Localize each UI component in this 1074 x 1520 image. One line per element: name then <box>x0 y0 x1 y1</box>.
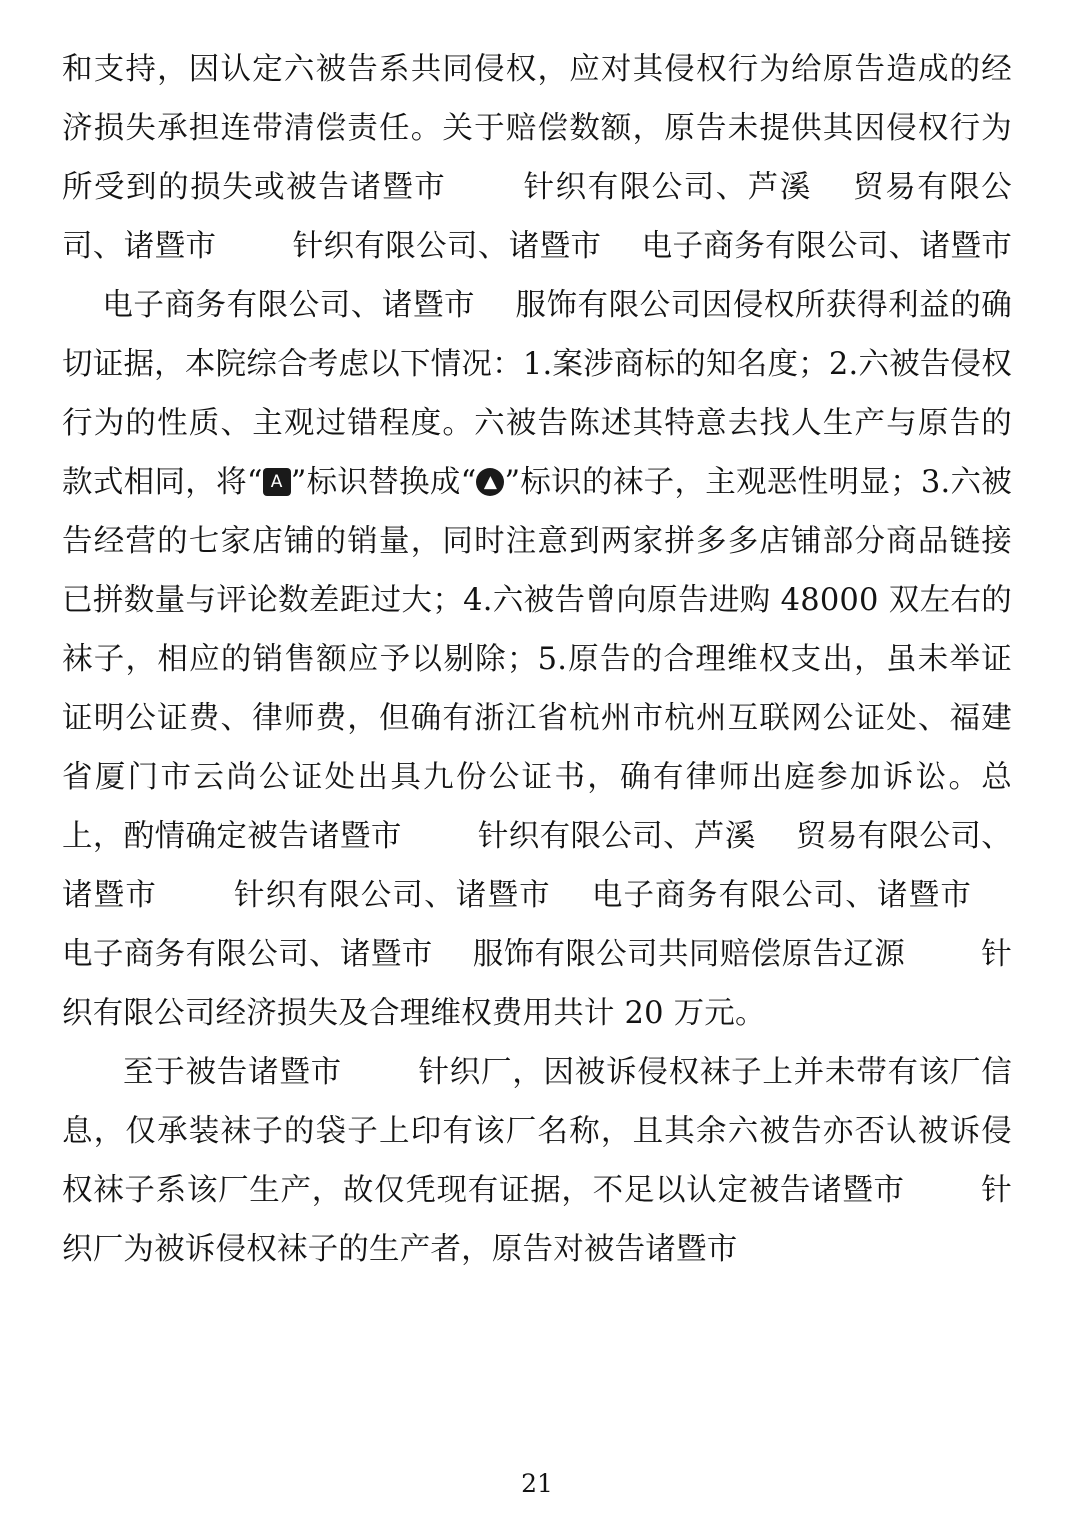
text-run: ”标识替换成“ <box>290 465 477 500</box>
text-run: ”标识的袜子，主观恶性明显；3.六被告经营的七家店铺的销量，同时注意到两家拼多多店铺部分商品链接已拼数量与评论数差距过大；4.六被告曾向原告进购 48000 双左右的袜子，相应的销售额应予以剔除；5.原告的合理维权支出，虽未举证证明公证费、律师费，但确有浙江省杭州市杭州互联网公证处、福建省厦门市云尚公证处出具九份公证书，确有律师出庭参加诉讼。总上，酌情确定被告诸暨市 <box>62 465 1012 854</box>
text-run: 电子商务有限公司、诸暨市 <box>102 288 476 323</box>
text-run: 电子商务有限公司、诸暨市 <box>641 229 1013 264</box>
redacted-gap <box>756 807 796 866</box>
redacted-gap <box>446 158 522 217</box>
redacted-gap <box>216 217 292 276</box>
glyph-inner-mark: ▲ <box>483 472 498 492</box>
text-run: 贸易有限公司、诸暨市 <box>62 170 1013 264</box>
redacted-gap <box>551 866 591 925</box>
glyph-inner-mark: A <box>270 472 283 492</box>
redacted-gap <box>905 1161 981 1220</box>
text-run: 电子商务有限公司、诸暨市 <box>62 937 433 972</box>
redacted-gap <box>475 276 515 335</box>
redacted-gap <box>433 925 473 984</box>
trademark-square-icon <box>263 468 291 496</box>
text-run: 服饰有限公司因侵权所获得利益的确切证据，本院综合考虑以下情况：1.案涉商标的知名度；2.六被告侵权行为的性质、主观过错程度。六被告陈述其特意去找人生产与原告的款式相同，将“ <box>62 288 1012 500</box>
text-run: 针织有限公司、诸暨市 <box>233 878 551 913</box>
redacted-gap <box>402 807 478 866</box>
text-run: 电子商务有限公司、诸暨市 <box>590 878 972 913</box>
text-run: 和支持，因认定六被告系共同侵权，应对其侵权行为给原告造成的经济损失承担连带清偿责任。关于赔偿数额，原告未提供其因侵权行为所受到的损失或被告诸暨市 <box>62 52 1012 205</box>
redacted-gap <box>905 925 981 984</box>
text-run: 针织有限公司经济损失及合理维权费用共计 20 万元。 <box>62 937 1012 1031</box>
paragraph <box>62 1043 1012 1279</box>
redacted-gap <box>972 866 1012 925</box>
redacted-gap <box>601 217 641 276</box>
text-run: 针织有限公司、诸暨市 <box>292 229 602 264</box>
text-run: 贸易有限公司、诸暨市 <box>62 819 1012 913</box>
redacted-gap <box>157 866 233 925</box>
text-run: 服饰有限公司共同赔偿原告辽源 <box>472 937 906 972</box>
trademark-round-icon <box>476 468 504 496</box>
text-run: 至于被告诸暨市 <box>123 1055 342 1090</box>
page-number: 21 <box>521 1469 553 1498</box>
paragraph <box>62 40 1012 1043</box>
document-body <box>62 40 1012 1279</box>
text-run: 针织厂为被诉侵权袜子的生产者，原告对被告诸暨市 <box>62 1173 1012 1267</box>
text-run: 针织有限公司、芦溪 <box>477 819 756 854</box>
redacted-gap <box>62 276 102 335</box>
text-run: 针织厂，因被诉侵权袜子上并未带有该厂信息，仅承装袜子的袋子上印有该厂名称，且其余六被告亦否认被诉侵权袜子系该厂生产，故仅凭现有证据，不足以认定被告诸暨市 <box>62 1055 1012 1208</box>
text-run: 针织有限公司、芦溪 <box>522 170 812 205</box>
redacted-gap <box>812 158 852 217</box>
redacted-gap <box>342 1043 418 1102</box>
